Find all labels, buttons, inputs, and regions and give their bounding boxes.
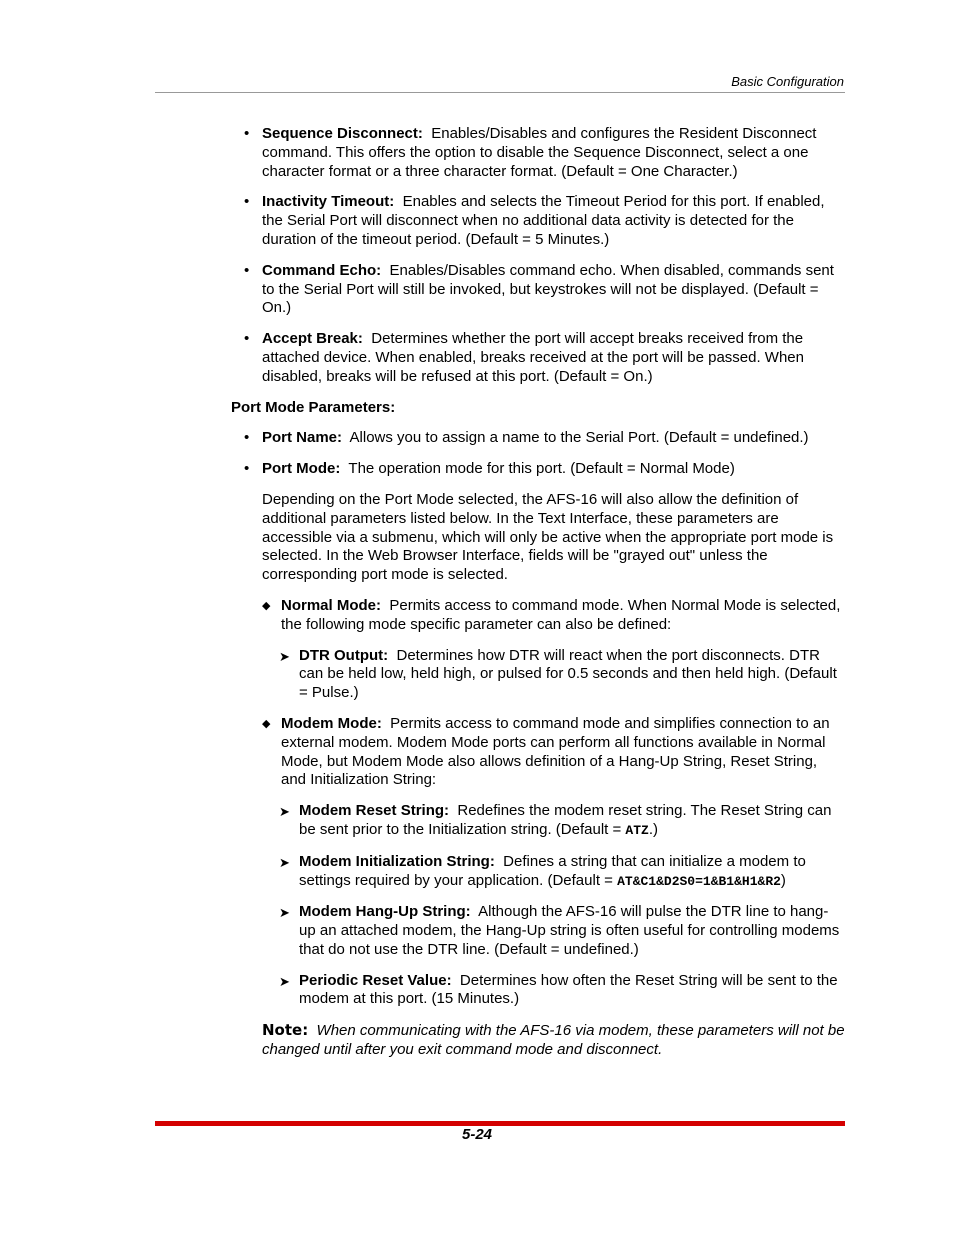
bullet-icon: •	[244, 460, 250, 478]
note-block	[155, 1021, 845, 1060]
code-value: ATZ	[625, 822, 649, 838]
arrow-periodic-reset-value	[155, 972, 845, 1010]
arrow-icon: ➤	[279, 973, 290, 989]
arrow-text: Determines how DTR will react when the port disconnects. DTR can be held low, held high, or pulsed for 0.5 seconds and then held high. (Default = Pulse.)	[299, 646, 837, 702]
bullet-text: Enables/Disables and configures the Resident Disconnect command. This offers the option to disable the Sequence Disconnect, select a one character format or a three character format. (Default = One Character.)	[262, 125, 817, 180]
arrow-text-suffix: .)	[648, 820, 658, 838]
bullet-icon: •	[244, 429, 250, 447]
note-text: When communicating with the AFS-16 via modem, these parameters will not be changed until after you exit command mode and disconnect.	[262, 1022, 845, 1059]
diamond-normal-mode	[155, 597, 845, 635]
arrow-modem-init-string	[155, 853, 845, 892]
arrow-icon: ➤	[279, 854, 290, 870]
bullet-text: The operation mode for this port. (Default = Normal Mode)	[348, 460, 735, 478]
bullet-term: Sequence Disconnect:	[262, 125, 423, 142]
bullet-port-name	[155, 429, 845, 448]
note-label: Note:	[262, 1021, 309, 1040]
bullet-text: Allows you to assign a name to the Serial Port. (Default = undefined.)	[349, 429, 809, 447]
arrow-text: Although the AFS-16 will pulse the DTR line to hang-up an attached modem, the Hang-Up string is often useful for controlling modems that do not use the DTR line. (Default = undefined.)	[299, 903, 840, 958]
page-body	[155, 125, 845, 1060]
running-header: Basic Configuration	[731, 74, 844, 89]
bullet-accept-break	[155, 330, 845, 386]
page-number: 5-24	[461, 1126, 493, 1143]
bullet-text: Enables and selects the Timeout Period for this port. If enabled, the Serial Port will disconnect when no additional data activity is detected for the duration of the timeout period. (Default = 5 Minutes.)	[262, 193, 825, 248]
diamond-text: Permits access to command mode. When Normal Mode is selected, the following mode specific parameter can also be defined:	[281, 596, 841, 633]
bullet-term: Port Name:	[262, 429, 343, 447]
bullet-term: Command Echo:	[262, 261, 382, 279]
arrow-text: Defines a string that can initialize a modem to settings required by your application. (Default =	[299, 852, 806, 889]
bullet-term: Inactivity Timeout:	[262, 193, 395, 211]
arrow-modem-reset-string	[155, 802, 845, 841]
bullet-text: Determines whether the port will accept breaks received from the attached device. When enabled, breaks received at the port will be passed. When disabled, breaks will be refused at this port. (Default = On.)	[262, 330, 804, 385]
arrow-term: Modem Hang-Up String:	[299, 903, 471, 921]
code-value: AT&C1&D2S0=1&B1&H1&R2	[617, 873, 781, 889]
bullet-icon: •	[244, 330, 250, 348]
bullet-icon: •	[244, 261, 250, 279]
arrow-term: Modem Initialization String:	[299, 852, 495, 870]
bullet-sequence-disconnect	[155, 125, 845, 181]
bullet-text: Enables/Disables command echo. When disabled, commands sent to the Serial Port will still be invoked, but keystrokes will not be displayed. (Default = On.)	[262, 261, 834, 317]
arrow-dtr-output	[155, 647, 845, 703]
arrow-text-suffix: )	[780, 871, 786, 889]
arrow-modem-hangup-string	[155, 903, 845, 959]
bullet-icon: •	[244, 125, 250, 142]
arrow-term: Modem Reset String:	[299, 802, 450, 820]
bullet-port-mode	[155, 460, 845, 479]
header-rule	[155, 92, 845, 93]
bullet-command-echo	[155, 262, 845, 318]
diamond-term: Normal Mode:	[281, 596, 382, 614]
diamond-text: Permits access to command mode and simplifies connection to an external modem. Modem Mode ports can perform all functions available in Normal Mode, but Modem Mode also allows definition of a Hang-Up String, Reset String, and Initialization String:	[281, 714, 830, 789]
diamond-icon: ◆	[262, 599, 271, 612]
arrow-icon: ➤	[279, 648, 290, 664]
bullet-icon: •	[244, 193, 250, 211]
arrow-icon: ➤	[279, 804, 290, 820]
arrow-icon: ➤	[279, 905, 290, 921]
bullet-term: Port Mode:	[262, 460, 341, 478]
arrow-text: Determines how often the Reset String will be sent to the modem at this port. (15 Minutes.)	[299, 971, 838, 1008]
diamond-modem-mode	[155, 715, 845, 790]
arrow-text: Redefines the modem reset string. The Reset String can be sent prior to the Initialization string. (Default =	[299, 802, 832, 838]
diamond-icon: ◆	[262, 717, 271, 730]
bullet-term: Accept Break:	[262, 330, 363, 348]
port-mode-heading: Port Mode Parameters:	[231, 398, 396, 416]
arrow-term: Periodic Reset Value:	[299, 971, 452, 989]
port-mode-paragraph: Depending on the Port Mode selected, the AFS-16 will also allow the definition of additional parameters listed below. In the Text Interface, these parameters are accessible via a submenu, which will only be active when the appropriate port mode is selected. In the Web Browser Interface, fields will be "grayed out" unless the corresponding port mode is selected.	[262, 490, 834, 584]
bullet-inactivity-timeout	[155, 193, 845, 249]
diamond-term: Modem Mode:	[281, 714, 382, 732]
arrow-term: DTR Output:	[299, 646, 389, 664]
